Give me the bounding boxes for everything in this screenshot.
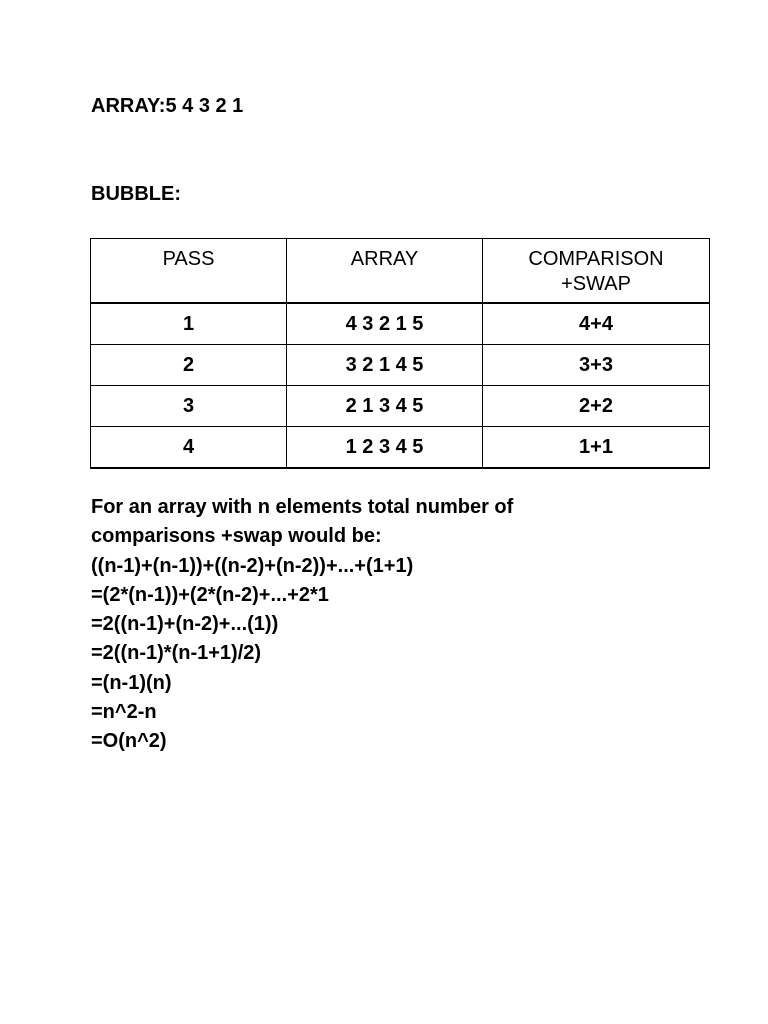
pass-number: 1	[91, 303, 287, 345]
array-state: 1 2 3 4 5	[287, 426, 483, 468]
header-pass: PASS	[91, 239, 287, 303]
comparison-swap-count: 4+4	[483, 303, 710, 345]
header-swap: +SWAP	[561, 273, 631, 295]
table-row	[91, 303, 710, 345]
derivation-line: For an array with n elements total number of	[91, 496, 514, 518]
derivation-line: comparisons +swap would be:	[91, 525, 382, 548]
header-comparison: COMPARISON	[528, 248, 664, 270]
derivation-line: =(n-1)(n)	[91, 671, 172, 694]
pass-number: 3	[91, 385, 287, 426]
pass-number: 4	[91, 426, 287, 468]
table-row	[91, 344, 710, 385]
complexity-derivation	[91, 493, 513, 757]
array-state: 3 2 1 4 5	[287, 344, 483, 385]
derivation-line: =O(n^2)	[91, 730, 167, 753]
comparison-swap-count: 3+3	[483, 344, 710, 385]
pass-number: 2	[91, 344, 287, 385]
derivation-line: =2((n-1)+(n-2)+...(1))	[91, 613, 279, 636]
array-state: 4 3 2 1 5	[287, 303, 483, 345]
table-row	[91, 385, 710, 426]
derivation-line: ((n-1)+(n-1))+((n-2)+(n-2))+...+(1+1)	[91, 554, 414, 577]
header-comparison-swap	[483, 239, 710, 303]
derivation-line: =n^2-n	[91, 701, 157, 724]
comparison-swap-count: 2+2	[483, 385, 710, 426]
bubble-heading: BUBBLE:	[91, 183, 181, 205]
table-header-row	[91, 239, 710, 303]
header-array: ARRAY	[287, 239, 483, 303]
derivation-line: =2((n-1)*(n-1+1)/2)	[91, 642, 262, 665]
derivation-line: =(2*(n-1))+(2*(n-2)+...+2*1	[91, 583, 329, 606]
bubble-pass-table	[90, 238, 710, 469]
array-state: 2 1 3 4 5	[287, 385, 483, 426]
table-row	[91, 426, 710, 468]
comparison-swap-count: 1+1	[483, 426, 710, 468]
array-heading: ARRAY:5 4 3 2 1	[91, 95, 244, 117]
